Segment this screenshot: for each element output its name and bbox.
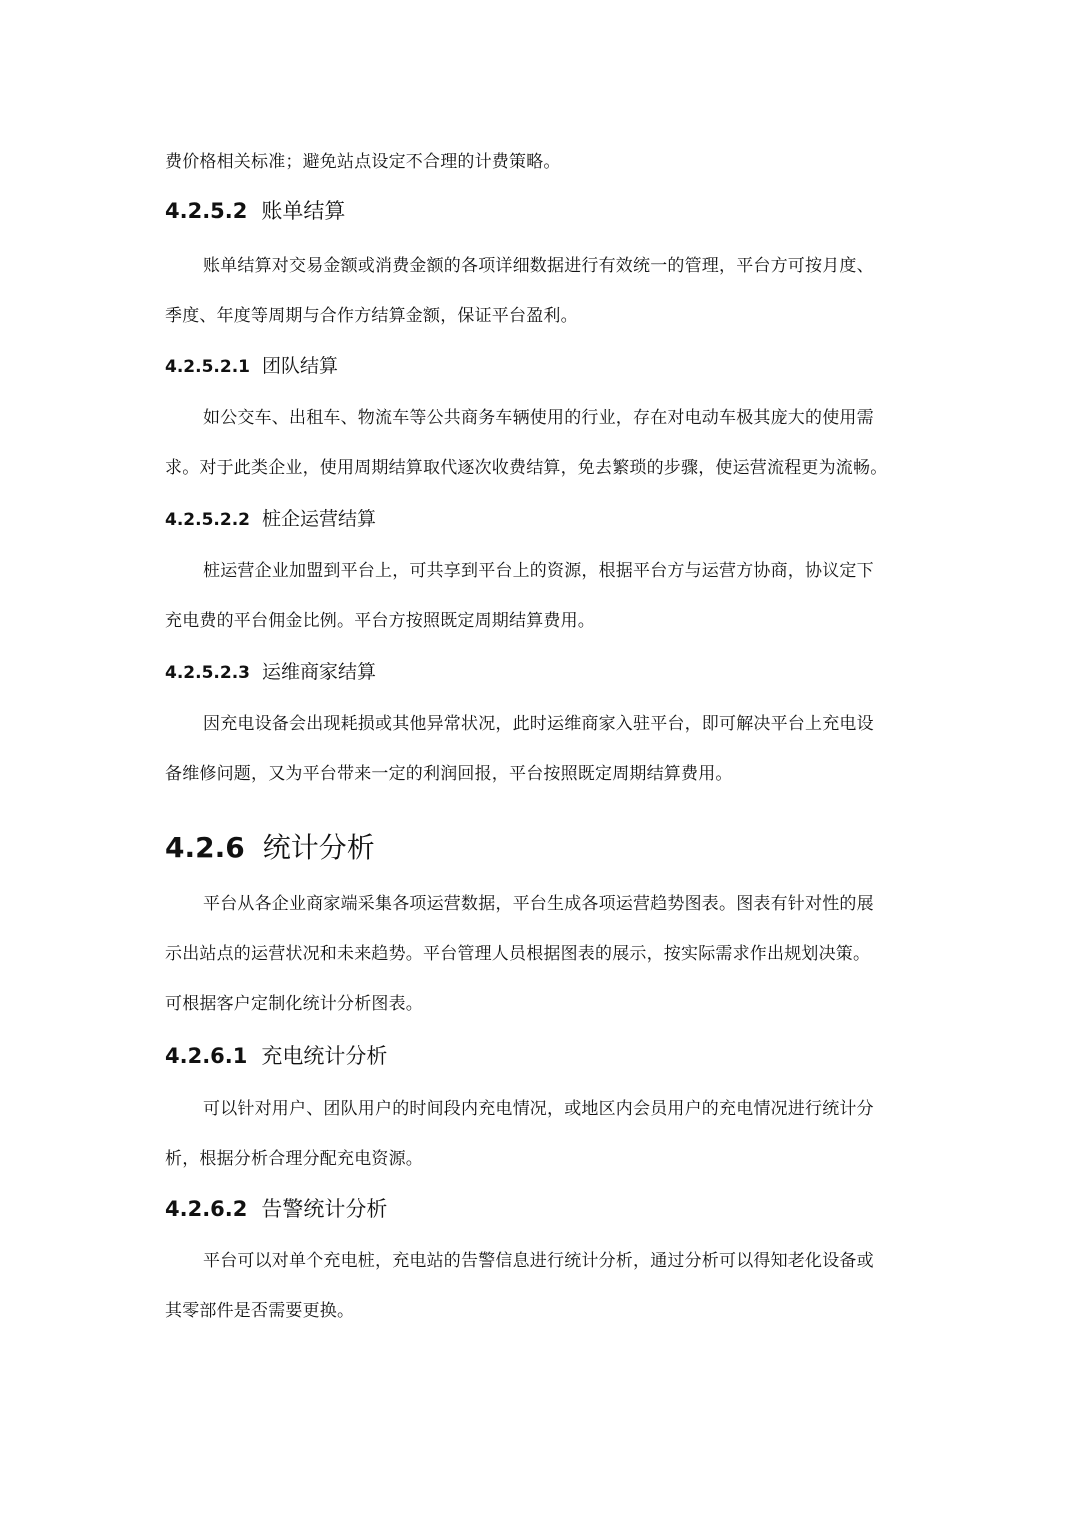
section-number: 4.2.5.2.2 xyxy=(165,510,250,530)
section-title: 桩企运营结算 xyxy=(261,508,376,530)
paragraph-line: 析，根据分析合理分配充电资源。 xyxy=(165,1149,423,1169)
section-heading-4-2-5-2-3 xyxy=(165,658,925,687)
section-number: 4.2.5.2 xyxy=(165,199,248,223)
section-number: 4.2.6 xyxy=(165,831,245,864)
section-heading-4-2-5-2 xyxy=(165,196,925,226)
section-number: 4.2.6.1 xyxy=(165,1044,248,1068)
paragraph-line: 如公交车、出租车、物流车等公共商务车辆使用的行业，存在对电动车极其庞大的使用需 xyxy=(203,408,874,428)
section-title: 充电统计分析 xyxy=(261,1044,388,1068)
paragraph-line: 求。对于此类企业，使用周期结算取代逐次收费结算，免去繁琐的步骤，使运营流程更为流畅。 xyxy=(165,458,888,478)
paragraph-line: 其零部件是否需要更换。 xyxy=(165,1301,355,1321)
section-title: 统计分析 xyxy=(262,831,375,864)
section-heading-4-2-5-2-2 xyxy=(165,505,925,534)
paragraph-line: 桩运营企业加盟到平台上，可共享到平台上的资源，根据平台方与运营方协商，协议定下 xyxy=(203,561,874,581)
section-heading-4-2-6 xyxy=(165,830,925,866)
paragraph-line: 充电费的平台佣金比例。平台方按照既定周期结算费用。 xyxy=(165,611,595,631)
paragraph-line: 可根据客户定制化统计分析图表。 xyxy=(165,994,423,1014)
paragraph-line: 示出站点的运营状况和未来趋势。平台管理人员根据图表的展示，按实际需求作出规划决策。 xyxy=(165,944,871,964)
paragraph-line: 因充电设备会出现耗损或其他异常状况，此时运维商家入驻平台，即可解决平台上充电设 xyxy=(203,714,874,734)
section-number: 4.2.6.2 xyxy=(165,1197,248,1221)
paragraph-line: 备维修问题，又为平台带来一定的利润回报，平台按照既定周期结算费用。 xyxy=(165,764,733,784)
intro-paragraph-line: 费价格相关标准；避免站点设定不合理的计费策略。 xyxy=(165,152,561,172)
section-heading-4-2-6-1 xyxy=(165,1041,925,1071)
paragraph-line: 平台可以对单个充电桩，充电站的告警信息进行统计分析，通过分析可以得知老化设备或 xyxy=(203,1251,874,1271)
section-title: 告警统计分析 xyxy=(261,1197,388,1221)
section-title: 运维商家结算 xyxy=(261,661,376,683)
paragraph-line: 平台从各企业商家端采集各项运营数据，平台生成各项运营趋势图表。图表有针对性的展 xyxy=(203,894,874,914)
section-number: 4.2.5.2.3 xyxy=(165,663,250,683)
section-heading-4-2-6-2 xyxy=(165,1194,925,1224)
section-title: 团队结算 xyxy=(261,355,338,377)
paragraph-line: 季度、年度等周期与合作方结算金额，保证平台盈利。 xyxy=(165,306,578,326)
section-number: 4.2.5.2.1 xyxy=(165,357,250,377)
section-title: 账单结算 xyxy=(261,199,346,223)
paragraph-line: 账单结算对交易金额或消费金额的各项详细数据进行有效统一的管理，平台方可按月度、 xyxy=(203,256,874,276)
paragraph-line: 可以针对用户、团队用户的时间段内充电情况，或地区内会员用户的充电情况进行统计分 xyxy=(203,1099,874,1119)
section-heading-4-2-5-2-1 xyxy=(165,352,925,381)
